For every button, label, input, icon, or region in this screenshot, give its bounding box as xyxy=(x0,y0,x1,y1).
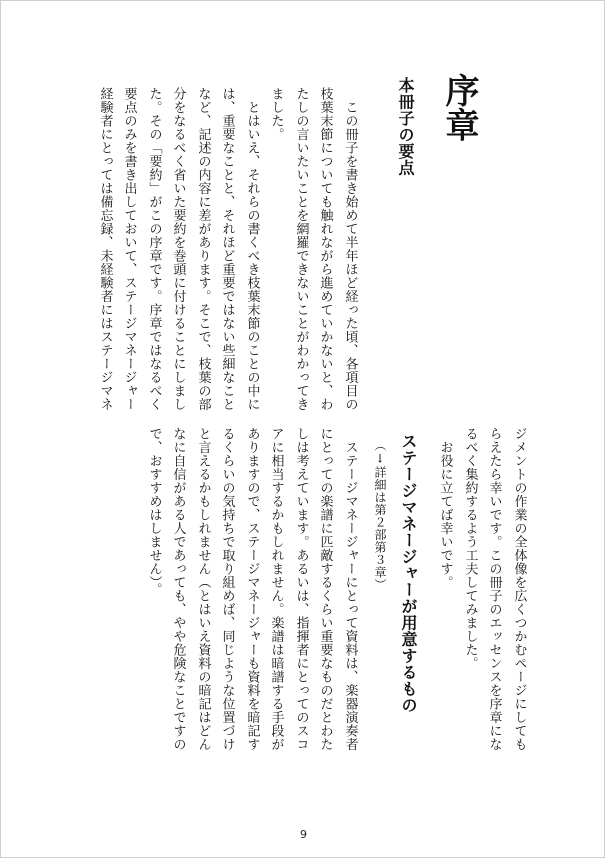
body-line: ありますので、ステージマネージャーも資料を暗記す xyxy=(244,427,260,751)
chapter-title: 序章 xyxy=(439,73,479,142)
body-line: この冊子を書き始めて半年ほど経った頃、各項目の xyxy=(342,87,358,411)
body-line: アに相当するかもしれません。楽譜は暗譜する手段が xyxy=(268,427,284,751)
body-line: ジメントの作業の全体像を広くつかむページにしても xyxy=(511,427,527,751)
body-line: 要点のみを書き出しておいて、ステージマネージャー xyxy=(121,87,137,411)
body-line: るべく集約するよう工夫してみました。 xyxy=(462,427,478,670)
body-line: にとっての楽譜に匹敵するくらい重要なものだとわた xyxy=(317,427,333,751)
page-number: 9 xyxy=(300,828,307,841)
body-line: と言えるかもしれません（とはいえ資料の暗記はどん xyxy=(195,427,211,751)
body-line: しは考えています。あるいは、指揮者にとってのスコ xyxy=(293,427,309,751)
body-line: ステージマネージャーにとって資料は、楽器演奏者 xyxy=(342,427,358,751)
body-line: とはいえ、それらの書くべき枝葉末節のことの中に xyxy=(244,87,260,411)
body-line: お役に立てば幸いです。 xyxy=(437,427,453,589)
body-line: たしの言いたいことを網羅できないことがわかってき xyxy=(293,87,309,411)
body-line: た。その「要約」がこの序章です。序章ではなるべく xyxy=(146,87,162,411)
body-line: るくらいの気持ちで取り組めば、同じような位置づけ xyxy=(219,427,235,751)
body-line: で、おすすめはしません）。 xyxy=(146,427,162,596)
body-line: なに自信がある人であっても、やや危険なことですの xyxy=(170,427,186,751)
body-line: 分をなるべく省いた要約を巻頭に付けることにしまし xyxy=(170,87,186,411)
body-line: など、記述の内容に差があります。そこで、枝葉の部 xyxy=(195,87,211,411)
section-heading-materials: ステージマネージャーが用意するもの xyxy=(399,433,418,714)
body-line: 枝葉末節についても触れながら進めていかないと、わ xyxy=(317,87,333,411)
section-subnote: （↓詳細は第２部第３章） xyxy=(373,439,387,591)
section-heading-summary: 本冊子の要点 xyxy=(396,77,415,176)
body-line: ました。 xyxy=(268,87,284,141)
body-line: 経験者にとっては備忘録、未経験者にはステージマネ xyxy=(97,87,113,411)
body-line: は、重要なことと、それほど重要ではない些細なこと xyxy=(219,87,235,411)
body-line: らえたら幸いです。この冊子のエッセンスを序章にな xyxy=(486,427,502,751)
